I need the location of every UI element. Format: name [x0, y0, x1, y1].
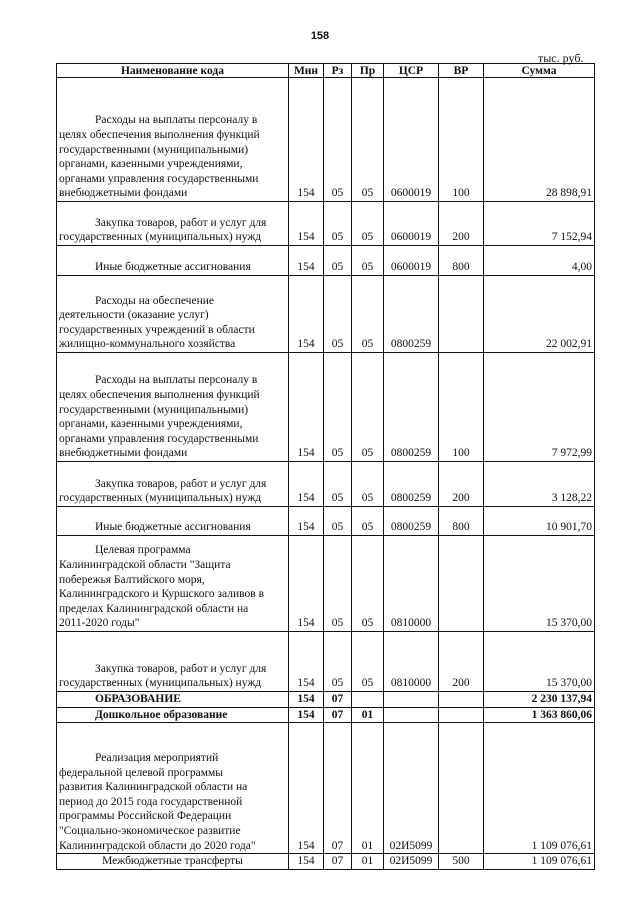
table-row	[57, 462, 595, 507]
cell-vr: 200	[439, 202, 484, 246]
header-vr: ВР	[439, 64, 484, 78]
row-name-line: государственными (муниципальными)	[59, 143, 249, 156]
cell-csr: 0800259	[384, 462, 439, 507]
row-name-line: органами управления государственными	[59, 432, 259, 445]
table-row	[57, 723, 595, 854]
header-name: Наименование кода	[57, 64, 289, 78]
cell-sum: 28 898,91	[484, 78, 595, 202]
cell-rz: 05	[324, 632, 352, 692]
row-name-line: государственных учреждений в области	[59, 323, 255, 336]
cell-sum: 7 152,94	[484, 202, 595, 246]
row-name-line: Закупка товаров, работ и услуг для	[95, 662, 267, 675]
cell-sum: 1 109 076,61	[484, 854, 595, 870]
cell-rz: 05	[324, 353, 352, 462]
table-row	[57, 854, 595, 870]
row-name-line: органами управления государственными	[59, 172, 259, 185]
row-name	[57, 854, 289, 870]
row-name	[57, 507, 289, 536]
row-name-line: Закупка товаров, работ и услуг для	[95, 216, 267, 229]
row-name	[57, 462, 289, 507]
cell-sum: 2 230 137,94	[484, 692, 595, 708]
header-pr: Пр	[352, 64, 384, 78]
row-name-line: период до 2015 года государственной	[59, 795, 243, 808]
cell-sum: 3 128,22	[484, 462, 595, 507]
row-name-line: органами, казенными учреждениями,	[59, 158, 243, 171]
cell-rz: 05	[324, 276, 352, 353]
row-name-line: государственных (муниципальных) нужд	[59, 492, 262, 505]
table-row	[57, 507, 595, 536]
cell-min: 154	[289, 246, 324, 276]
row-name-line: Иные бюджетные ассигнования	[95, 261, 251, 274]
row-name-line: развития Калининградской области на	[59, 781, 248, 794]
cell-min: 154	[289, 507, 324, 536]
row-name-line: Целевая программа	[95, 544, 191, 557]
budget-table	[56, 63, 595, 870]
cell-rz: 05	[324, 462, 352, 507]
row-name-line: государственных (муниципальных) нужд	[59, 677, 262, 690]
table-row	[57, 536, 595, 632]
cell-sum: 1 363 860,06	[484, 707, 595, 723]
cell-rz: 05	[324, 78, 352, 202]
unit-label: тыс. руб.	[538, 51, 584, 65]
row-name-line: жилищно-коммунального хозяйства	[59, 338, 236, 351]
cell-pr: 05	[352, 202, 384, 246]
row-name	[57, 276, 289, 353]
cell-pr: 01	[352, 854, 384, 870]
cell-pr: 05	[352, 536, 384, 632]
cell-sum: 22 002,91	[484, 276, 595, 353]
cell-csr: 0810000	[384, 536, 439, 632]
table-row	[57, 246, 595, 276]
table-row	[57, 707, 595, 723]
cell-sum: 10 901,70	[484, 507, 595, 536]
cell-sum: 4,00	[484, 246, 595, 276]
table-row	[57, 276, 595, 353]
cell-vr	[439, 707, 484, 723]
row-name-line: деятельности (оказание услуг)	[59, 309, 209, 322]
page-number: 158	[310, 30, 330, 42]
header-rz: Рз	[324, 64, 352, 78]
cell-min: 154	[289, 202, 324, 246]
row-name-line: побережья Балтийского моря,	[59, 573, 205, 586]
row-name	[57, 536, 289, 632]
cell-min: 154	[289, 707, 324, 723]
row-name-line: Калининградской области до 2020 года"	[59, 839, 256, 852]
cell-vr: 100	[439, 353, 484, 462]
cell-min: 154	[289, 692, 324, 708]
row-name-line: Дошкольное образование	[95, 708, 228, 721]
cell-vr: 500	[439, 854, 484, 870]
row-name-line: Иные бюджетные ассигнования	[95, 521, 251, 534]
row-name-line: государственных (муниципальных) нужд	[59, 231, 262, 244]
cell-csr: 0600019	[384, 78, 439, 202]
cell-vr	[439, 723, 484, 854]
cell-rz: 07	[324, 707, 352, 723]
cell-min: 154	[289, 462, 324, 507]
row-name	[57, 78, 289, 202]
cell-pr: 05	[352, 78, 384, 202]
row-name	[57, 723, 289, 854]
cell-rz: 05	[324, 507, 352, 536]
row-name-line: Калининградской области "Защита	[59, 559, 231, 572]
cell-pr: 01	[352, 707, 384, 723]
cell-pr	[352, 692, 384, 708]
cell-csr: 0800259	[384, 507, 439, 536]
cell-rz: 07	[324, 723, 352, 854]
row-name	[57, 202, 289, 246]
header-csr: ЦСР	[384, 64, 439, 78]
row-name-line: органами, казенными учреждениями,	[59, 418, 243, 431]
row-name-line: Реализация мероприятий	[95, 752, 219, 765]
row-name-line: 2011-2020 годы"	[59, 617, 140, 630]
cell-pr: 05	[352, 353, 384, 462]
cell-vr	[439, 692, 484, 708]
row-name-line: внебюджетными фондами	[59, 187, 188, 200]
table-header-row	[57, 64, 595, 78]
cell-min: 154	[289, 632, 324, 692]
cell-rz: 05	[324, 246, 352, 276]
cell-pr: 05	[352, 462, 384, 507]
row-name-line: программы Российской Федерации	[59, 810, 232, 823]
table-row	[57, 692, 595, 708]
row-name-line: целях обеспечения выполнения функций	[59, 129, 260, 142]
cell-min: 154	[289, 854, 324, 870]
row-name-line: федеральной целевой программы	[59, 766, 223, 779]
cell-vr	[439, 276, 484, 353]
cell-sum: 7 972,99	[484, 353, 595, 462]
cell-vr: 800	[439, 246, 484, 276]
cell-min: 154	[289, 723, 324, 854]
header-min: Мин	[289, 64, 324, 78]
row-name-line: Калининградского и Куршского заливов в	[59, 588, 264, 601]
cell-rz: 07	[324, 854, 352, 870]
cell-csr	[384, 692, 439, 708]
cell-vr: 200	[439, 462, 484, 507]
header-sum: Сумма	[484, 64, 595, 78]
cell-sum: 15 370,00	[484, 536, 595, 632]
row-name	[57, 692, 289, 708]
cell-pr: 05	[352, 276, 384, 353]
row-name	[57, 707, 289, 723]
row-name-line: Закупка товаров, работ и услуг для	[95, 477, 267, 490]
row-name-line: Расходы на выплаты персоналу в	[95, 114, 258, 127]
row-name-line: пределах Калининградской области на	[59, 602, 249, 615]
table-row	[57, 353, 595, 462]
cell-min: 154	[289, 536, 324, 632]
cell-vr: 800	[439, 507, 484, 536]
row-name-line: ОБРАЗОВАНИЕ	[95, 693, 181, 705]
cell-rz: 05	[324, 536, 352, 632]
cell-vr	[439, 536, 484, 632]
row-name-line: Расходы на обеспечение	[95, 294, 214, 307]
cell-vr: 200	[439, 632, 484, 692]
row-name-line: государственными (муниципальными)	[59, 403, 249, 416]
cell-rz: 05	[324, 202, 352, 246]
row-name	[57, 246, 289, 276]
row-name-line: внебюджетными фондами	[59, 447, 188, 460]
cell-csr: 0800259	[384, 353, 439, 462]
cell-csr	[384, 707, 439, 723]
row-name-line: "Социально-экономическое развитие	[59, 825, 241, 837]
cell-csr: 0800259	[384, 276, 439, 353]
cell-min: 154	[289, 353, 324, 462]
row-name-line: целях обеспечения выполнения функций	[59, 389, 260, 402]
cell-csr: 02И5099	[384, 723, 439, 854]
cell-pr: 05	[352, 632, 384, 692]
table-row	[57, 202, 595, 246]
cell-vr: 100	[439, 78, 484, 202]
cell-sum: 1 109 076,61	[484, 723, 595, 854]
cell-pr: 05	[352, 507, 384, 536]
cell-sum: 15 370,00	[484, 632, 595, 692]
cell-pr: 01	[352, 723, 384, 854]
table-row	[57, 632, 595, 692]
cell-csr: 0600019	[384, 202, 439, 246]
cell-csr: 0600019	[384, 246, 439, 276]
cell-pr: 05	[352, 246, 384, 276]
cell-min: 154	[289, 78, 324, 202]
table-row	[57, 78, 595, 202]
row-name-line: Расходы на выплаты персоналу в	[95, 374, 258, 387]
cell-min: 154	[289, 276, 324, 353]
cell-csr: 02И5099	[384, 854, 439, 870]
row-name	[57, 632, 289, 692]
row-name	[57, 353, 289, 462]
cell-csr: 0810000	[384, 632, 439, 692]
row-name-line: Межбюджетные трансферты	[102, 855, 243, 868]
cell-rz: 07	[324, 692, 352, 708]
